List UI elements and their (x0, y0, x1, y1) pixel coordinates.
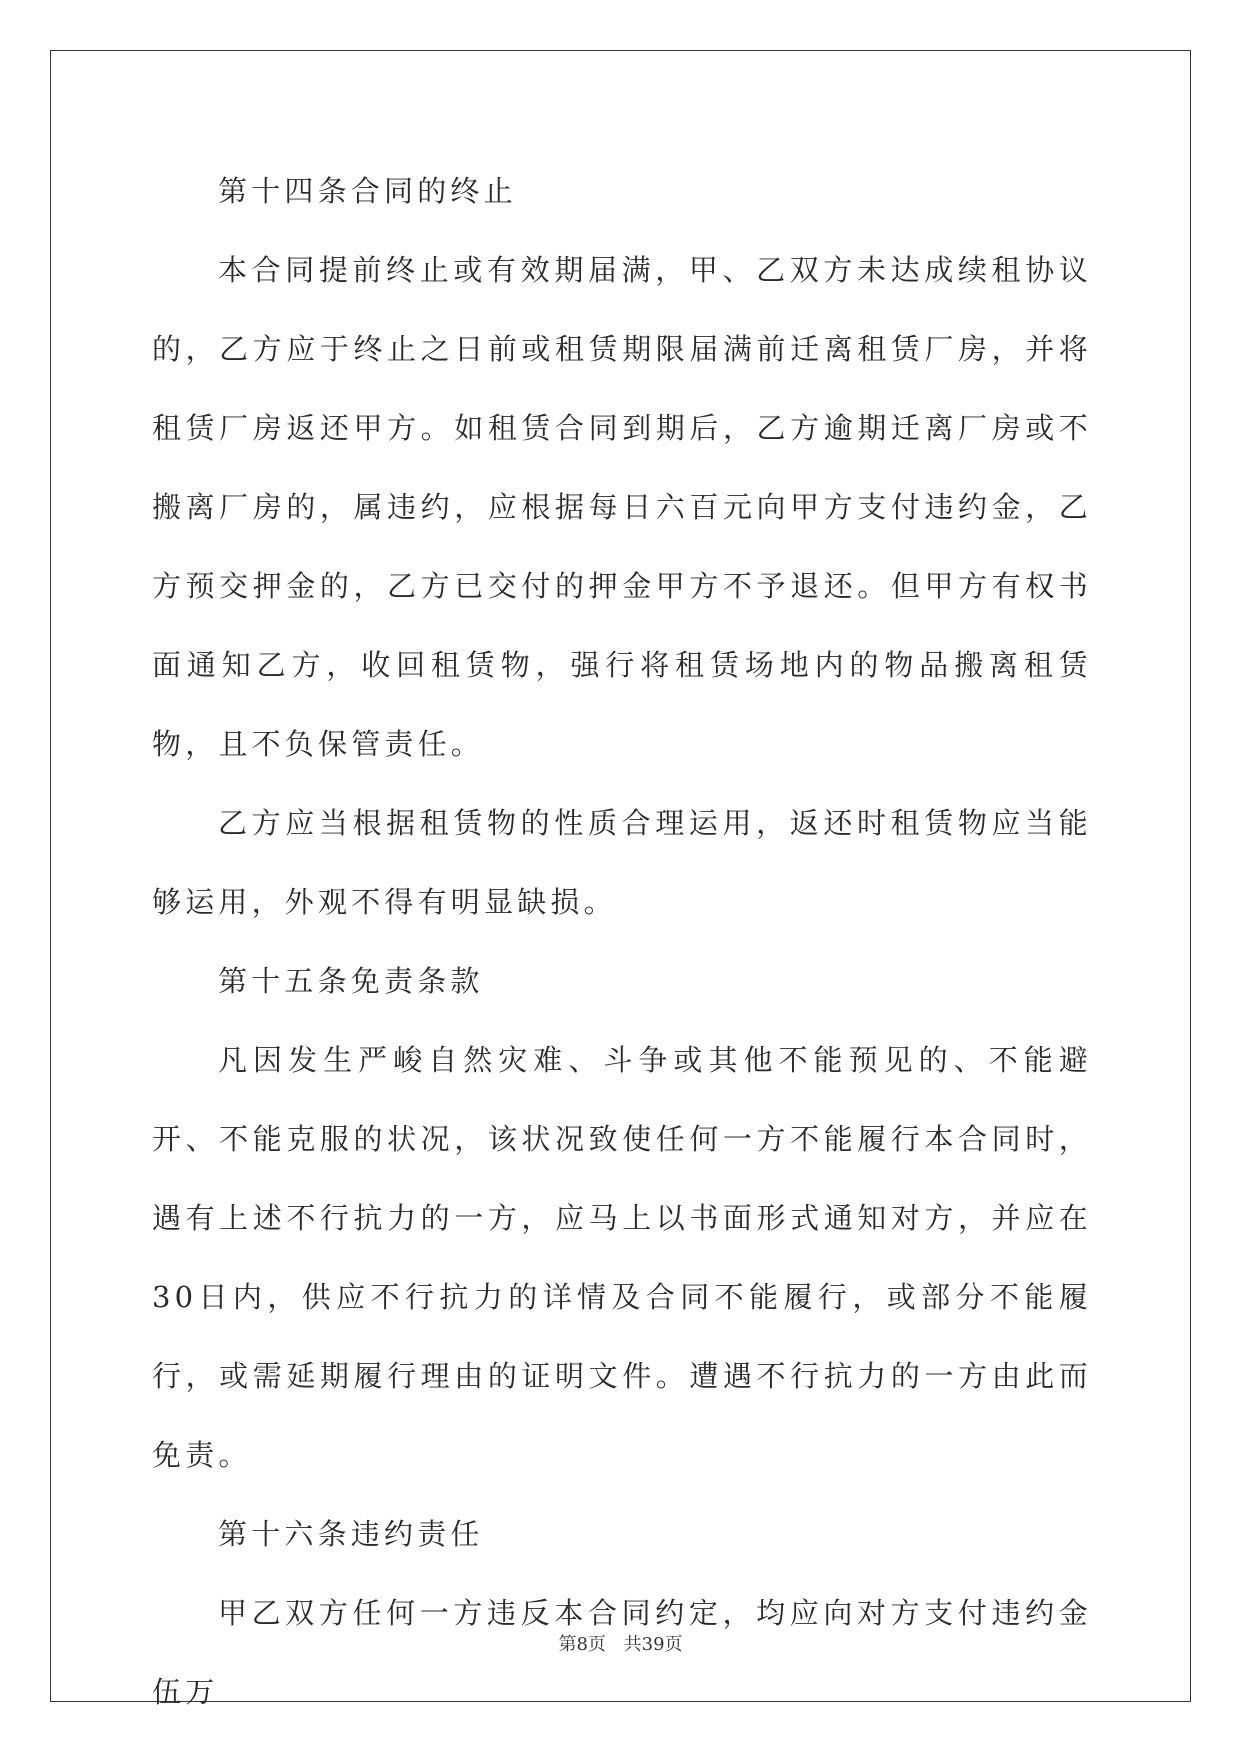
page-total: 共39页 (623, 1634, 683, 1655)
paragraph-termination: 本合同提前终止或有效期届满，甲、乙双方未达成续租协议的，乙方应于终止之日前或租赁期限届满前迁离租赁厂房，并将租赁厂房返还甲方。如租赁合同到期后，乙方逾期迁离厂房或不搬离厂房的，属违约，应根据每日六百元向甲方支付违约金，乙方预交押金的，乙方已交付的押金甲方不予退还。但甲方有权书面通知乙方，收回租赁物，强行将租赁场地内的物品搬离租赁物，且不负保管责任。 (152, 253, 1092, 761)
paragraph-breach: 甲乙双方任何一方违反本合同约定，均应向对方支付违约金伍万 (152, 1596, 1092, 1709)
document-body (152, 152, 1092, 1732)
paragraph-force-majeure: 凡因发生严峻自然灾难、斗争或其他不能预见的、不能避开、不能克服的状况，该状况致使任何一方不能履行本合同时，遇有上述不行抗力的一方，应马上以书面形式通知对方，并应在30日内，供应不行抗力的详情及合同不能履行，或部分不能履行，或需延期履行理由的证明文件。遭遇不行抗力的一方由此而免责。 (152, 1043, 1092, 1472)
page-number: 第8页 (558, 1634, 606, 1655)
paragraph-usage: 乙方应当根据租赁物的性质合理运用，返还时租赁物应当能够运用，外观不得有明显缺损。 (152, 806, 1092, 919)
page-footer (0, 1630, 1241, 1656)
section-heading-16: 第十六条违约责任 (218, 1517, 484, 1551)
section-heading-14: 第十四条合同的终止 (218, 174, 517, 208)
section-heading-15: 第十五条免责条款 (218, 964, 484, 998)
